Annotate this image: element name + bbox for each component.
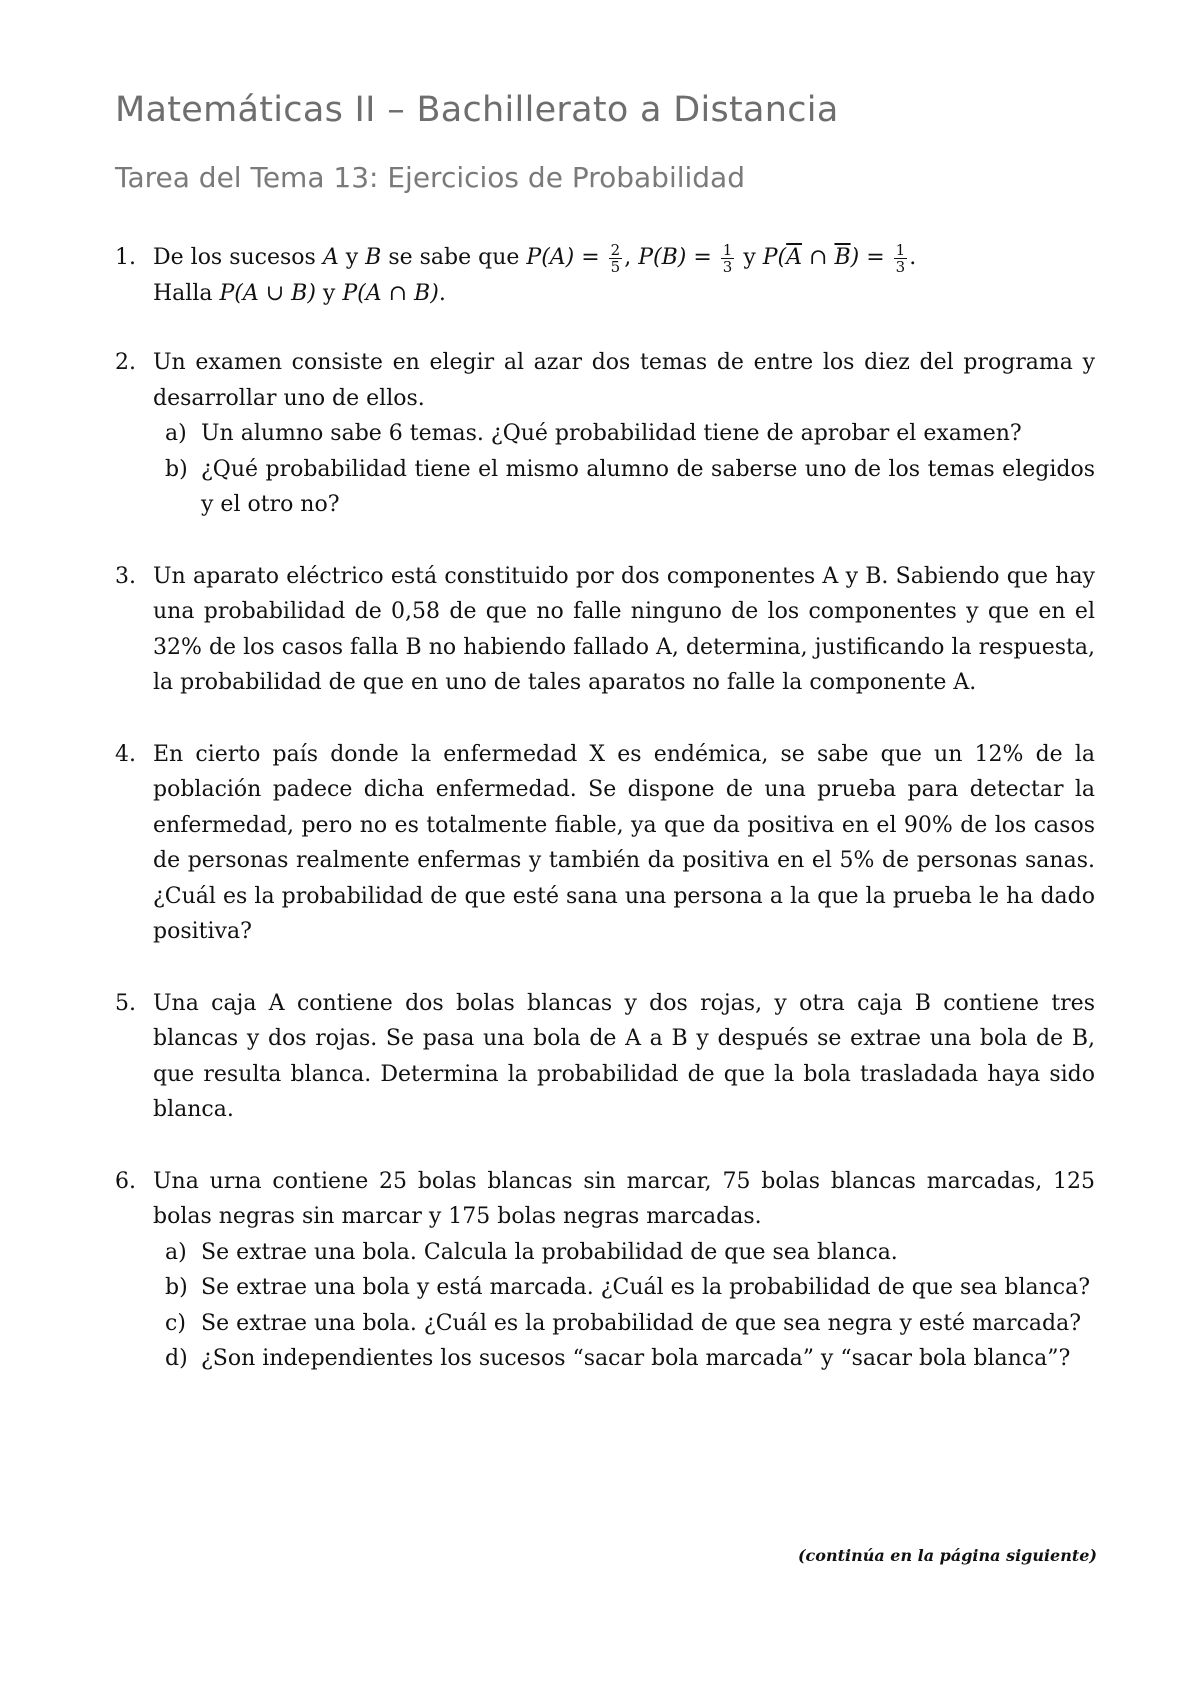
subquestion-c	[165, 1306, 1095, 1342]
text-fragment: Halla	[153, 280, 220, 306]
subquestion-text: Se extrae una bola y está marcada. ¿Cuál es la probabilidad de que sea blanca?	[201, 1275, 1091, 1300]
prob-b: P(B) =	[638, 245, 719, 270]
fraction-numerator: 1	[722, 240, 733, 259]
subquestion-label: d)	[165, 1346, 188, 1371]
subquestion-list	[165, 1235, 1095, 1377]
subquestion-b	[165, 452, 1095, 523]
problem-number: 5.	[115, 990, 136, 1016]
problem-1	[115, 240, 1095, 311]
subquestion-a	[165, 1235, 1095, 1271]
fraction-denominator: 3	[895, 257, 906, 276]
subquestion-label: a)	[165, 1239, 187, 1265]
text-fragment: .	[438, 280, 446, 306]
subquestion-label: b)	[165, 1275, 188, 1300]
subquestion-text: ¿Qué probabilidad tiene el mismo alumno de saberse uno de los temas elegidos y el otro no?	[201, 456, 1095, 517]
text-fragment: y	[315, 280, 343, 306]
problem-text: En cierto país donde la enfermedad X es endémica, se sabe que un 12% de la población padece dicha enfermedad. Se dispone de una prueba para detectar la enfermedad, pero no es totalmente fiable, ya que da positiva en el 90% de los casos de personas realmente enfermas y también da positiva en el 5% de personas sanas. ¿Cuál es la probabilidad de que esté sana una persona a la que la prueba le ha dado positiva?	[153, 741, 1095, 944]
intersection-symbol: ∩	[802, 245, 835, 270]
subquestion-label: b)	[165, 456, 188, 482]
text-fragment: y	[736, 245, 763, 270]
text-fragment: y	[338, 245, 366, 270]
event-b: B	[365, 245, 382, 270]
problem-text: Una urna contiene 25 bolas blancas sin marcar, 75 bolas blancas marcadas, 125 bolas negras sin marcar y 175 bolas negras marcadas.	[153, 1168, 1095, 1229]
text-fragment: ,	[624, 245, 639, 270]
subquestion-text: Se extrae una bola. Calcula la probabilidad de que sea blanca.	[201, 1239, 898, 1265]
prob-complement-open: P(	[762, 245, 787, 270]
subquestion-label: a)	[165, 421, 187, 446]
event-a-complement: $\overline{A}$	[786, 245, 803, 270]
problem-text: Un aparato eléctrico está constituido por dos componentes A y B. Sabiendo que hay una probabilidad de 0,58 de que no falle ninguno de los componentes y que en el 32% de los casos falla B no habiendo fallado A, determina, justificando la respuesta, la probabilidad de que en uno de tales aparatos no falle la componente A.	[153, 563, 1095, 695]
problem-3	[115, 559, 1095, 701]
text-fragment: .	[909, 245, 917, 270]
problem-number: 3.	[115, 563, 136, 589]
event-b-complement: $\overline{B}$	[834, 245, 851, 270]
problem-4	[115, 737, 1095, 950]
fraction-numerator: 1	[895, 240, 906, 259]
document-subtitle: Tarea del Tema 13: Ejercicios de Probabilidad	[115, 161, 745, 194]
event-a: A	[322, 245, 339, 270]
subquestion-b	[165, 1270, 1095, 1306]
problem-list	[115, 240, 1095, 1413]
subquestion-label: c)	[165, 1310, 186, 1336]
continue-note: (continúa en la página siguiente)	[797, 1546, 1097, 1565]
fraction-denominator: 3	[722, 257, 733, 276]
fraction-one-third	[894, 242, 908, 275]
problem-5	[115, 986, 1095, 1128]
fraction-denominator: 5	[610, 257, 621, 276]
subquestion-text: Un alumno sabe 6 temas. ¿Qué probabilidad tiene de aprobar el examen?	[201, 421, 1022, 446]
subquestion-text: Se extrae una bola. ¿Cuál es la probabilidad de que sea negra y esté marcada?	[201, 1310, 1081, 1336]
problem-number: 2.	[115, 350, 136, 375]
subquestion-a	[165, 416, 1095, 452]
fraction-numerator: 2	[610, 240, 621, 259]
subquestion-text: ¿Son independientes los sucesos “sacar bola marcada” y “sacar bola blanca”?	[201, 1346, 1071, 1371]
problem-text: Un examen consiste en elegir al azar dos temas de entre los diez del programa y desarrollar uno de ellos.	[153, 350, 1095, 411]
problem-2	[115, 345, 1095, 523]
prob-a: P(A) =	[526, 245, 607, 270]
problem-number: 4.	[115, 741, 136, 767]
problem-text: Una caja A contiene dos bolas blancas y dos rojas, y otra caja B contiene tres blancas y dos rojas. Se pasa una bola de A a B y después se extrae una bola de B, que resulta blanca. Determina la probabilidad de que la bola trasladada haya sido blanca.	[153, 990, 1095, 1122]
document-title: Matemáticas II – Bachillerato a Distancia	[115, 90, 839, 130]
problem-number: 6.	[115, 1168, 136, 1194]
problem-text	[153, 240, 1095, 311]
prob-intersection: P(A ∩ B)	[342, 280, 439, 306]
fraction-one-third	[721, 242, 735, 275]
text-fragment: De los sucesos	[153, 245, 323, 270]
text-fragment: se sabe que	[381, 245, 527, 270]
subquestion-d	[165, 1341, 1095, 1377]
problem-number: 1.	[115, 245, 136, 270]
fraction-two-fifths	[609, 242, 623, 275]
subquestion-list	[165, 416, 1095, 523]
prob-complement-close: ) =	[850, 245, 892, 270]
prob-union: P(A ∪ B)	[219, 280, 316, 306]
problem-6	[115, 1164, 1095, 1377]
